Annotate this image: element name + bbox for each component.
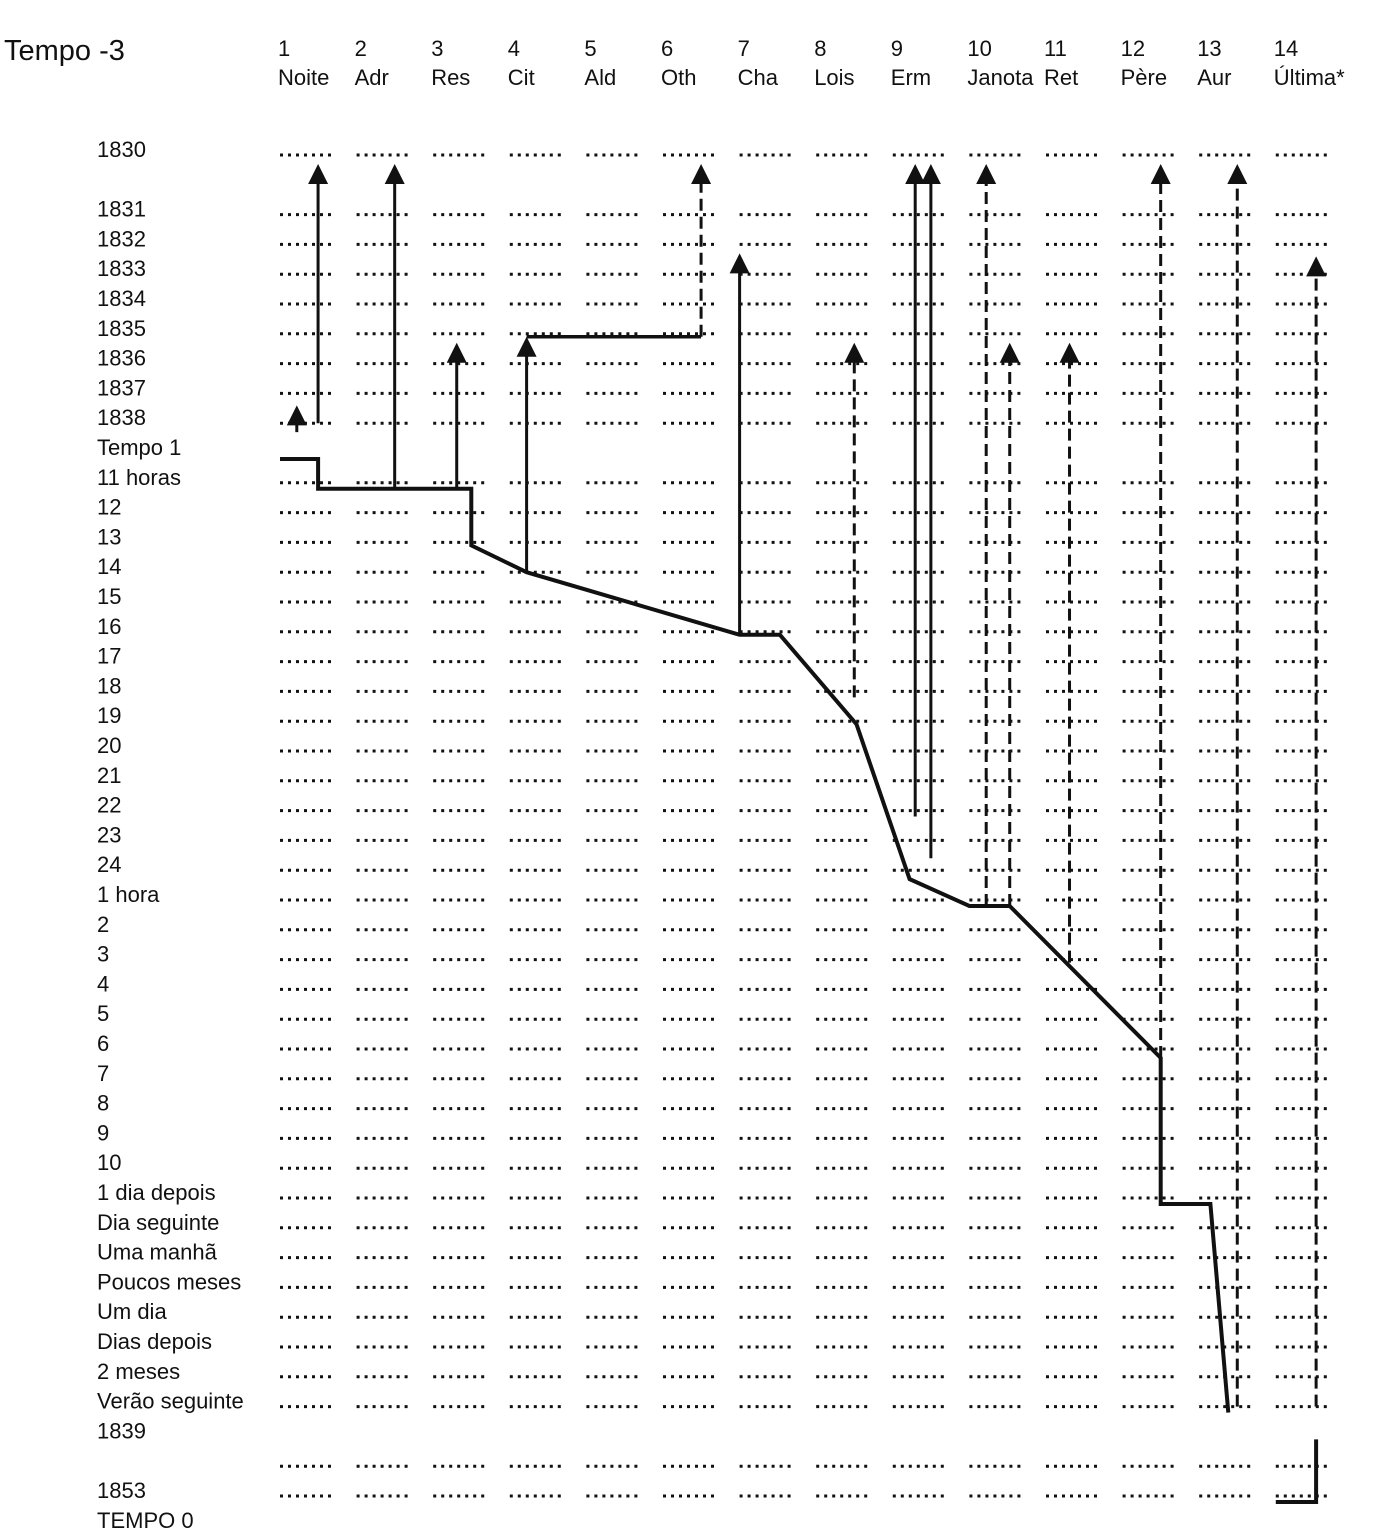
column-number: 3	[431, 36, 444, 61]
row-label: 23	[97, 822, 122, 848]
arrow-head	[447, 343, 467, 363]
column-label: Oth	[661, 65, 697, 90]
row-label: 22	[97, 792, 122, 818]
arrow-head	[1000, 343, 1020, 363]
row-label: 20	[97, 733, 122, 758]
column-number: 11	[1044, 36, 1067, 61]
column-number: 2	[354, 36, 367, 61]
row-label: 9	[97, 1120, 110, 1146]
arrow-head	[1227, 164, 1247, 184]
row-label: 1839	[97, 1418, 146, 1444]
arrow-head	[517, 337, 537, 357]
row-label: 1830	[97, 137, 146, 162]
column-number: 5	[584, 36, 597, 61]
dotted-grid	[280, 155, 1332, 1496]
row-label: Um dia	[97, 1299, 167, 1325]
arrow-head	[287, 405, 307, 425]
column-number: 12	[1120, 36, 1146, 61]
row-label: 10	[97, 1150, 122, 1176]
row-label: 1836	[97, 345, 146, 371]
row-label: 13	[97, 524, 122, 550]
column-number: 7	[737, 36, 750, 61]
row-label: 1 dia depois	[97, 1180, 216, 1205]
column-number: 9	[890, 36, 904, 61]
column-label: Ret	[1044, 65, 1079, 90]
arrow-head	[1060, 343, 1080, 363]
row-label: 1833	[97, 256, 146, 282]
row-label: 17	[97, 643, 122, 669]
corner-label: Tempo -3	[4, 35, 125, 67]
column-number: 10	[967, 36, 992, 61]
row-label: 14	[97, 554, 122, 580]
row-label: 5	[97, 1001, 110, 1027]
column-number: 13	[1197, 36, 1222, 61]
row-label: 1837	[97, 375, 146, 401]
arrow-head	[844, 343, 864, 363]
column-number: 1	[278, 36, 291, 61]
row-labels	[97, 137, 244, 1533]
row-label: TEMPO 0	[97, 1507, 194, 1533]
column-number: 14	[1273, 36, 1299, 61]
column-label: Adr	[354, 65, 389, 90]
column-label: Res	[431, 65, 471, 90]
arrow-head	[905, 164, 925, 184]
column-headers	[278, 36, 1345, 90]
row-label: 16	[97, 613, 122, 639]
row-label: 15	[97, 584, 122, 609]
row-label: 4	[97, 971, 110, 997]
column-label: Père	[1120, 65, 1168, 90]
column-number: 4	[507, 36, 521, 61]
arrow-head	[691, 164, 711, 184]
column-label: Noite	[278, 65, 330, 90]
row-label: 2 meses	[97, 1358, 181, 1384]
row-label: 1834	[97, 286, 146, 311]
arrow-head	[921, 164, 941, 184]
column-label: Última*	[1273, 65, 1345, 90]
column-label: Ald	[584, 65, 617, 90]
column-number: 8	[814, 36, 827, 61]
row-label: 1831	[97, 196, 146, 222]
row-label: 21	[97, 762, 122, 788]
row-label: 1832	[97, 226, 146, 252]
row-label: Dias depois	[97, 1329, 212, 1354]
row-label: 1835	[97, 315, 146, 341]
row-label: 3	[97, 941, 110, 967]
row-label: Dia seguinte	[97, 1209, 220, 1235]
arrows	[287, 164, 1326, 1407]
arrow-head	[308, 164, 328, 184]
row-label: 11 horas	[97, 464, 181, 490]
column-number: 6	[661, 36, 674, 61]
row-label: 1853	[97, 1478, 146, 1503]
row-label: 18	[97, 673, 122, 699]
column-label: Cha	[737, 65, 778, 90]
row-label: Poucos meses	[97, 1269, 242, 1295]
row-label: Tempo 1	[97, 435, 182, 460]
column-label: Janota	[967, 65, 1034, 90]
column-label: Erm	[890, 65, 932, 90]
arrow-head	[976, 164, 996, 184]
row-label: 6	[97, 1031, 110, 1056]
row-label: 1838	[97, 405, 146, 431]
column-label: Cit	[507, 65, 535, 90]
arrow-head	[1151, 164, 1171, 184]
arrow-head	[730, 253, 750, 273]
row-label: Verão seguinte	[97, 1388, 244, 1414]
arrow-head	[1306, 256, 1326, 276]
row-label: 24	[97, 852, 122, 878]
row-label: 8	[97, 1090, 110, 1116]
row-label: 7	[97, 1060, 110, 1086]
row-label: 2	[97, 911, 110, 937]
row-label: 1 hora	[97, 882, 160, 907]
row-label: Uma manhã	[97, 1239, 217, 1265]
column-label: Lois	[814, 65, 855, 90]
column-label: Aur	[1197, 65, 1232, 90]
row-label: 12	[97, 494, 122, 520]
arrow-head	[385, 164, 405, 184]
row-label: 19	[97, 703, 122, 729]
final-segment-path	[1276, 1439, 1316, 1502]
